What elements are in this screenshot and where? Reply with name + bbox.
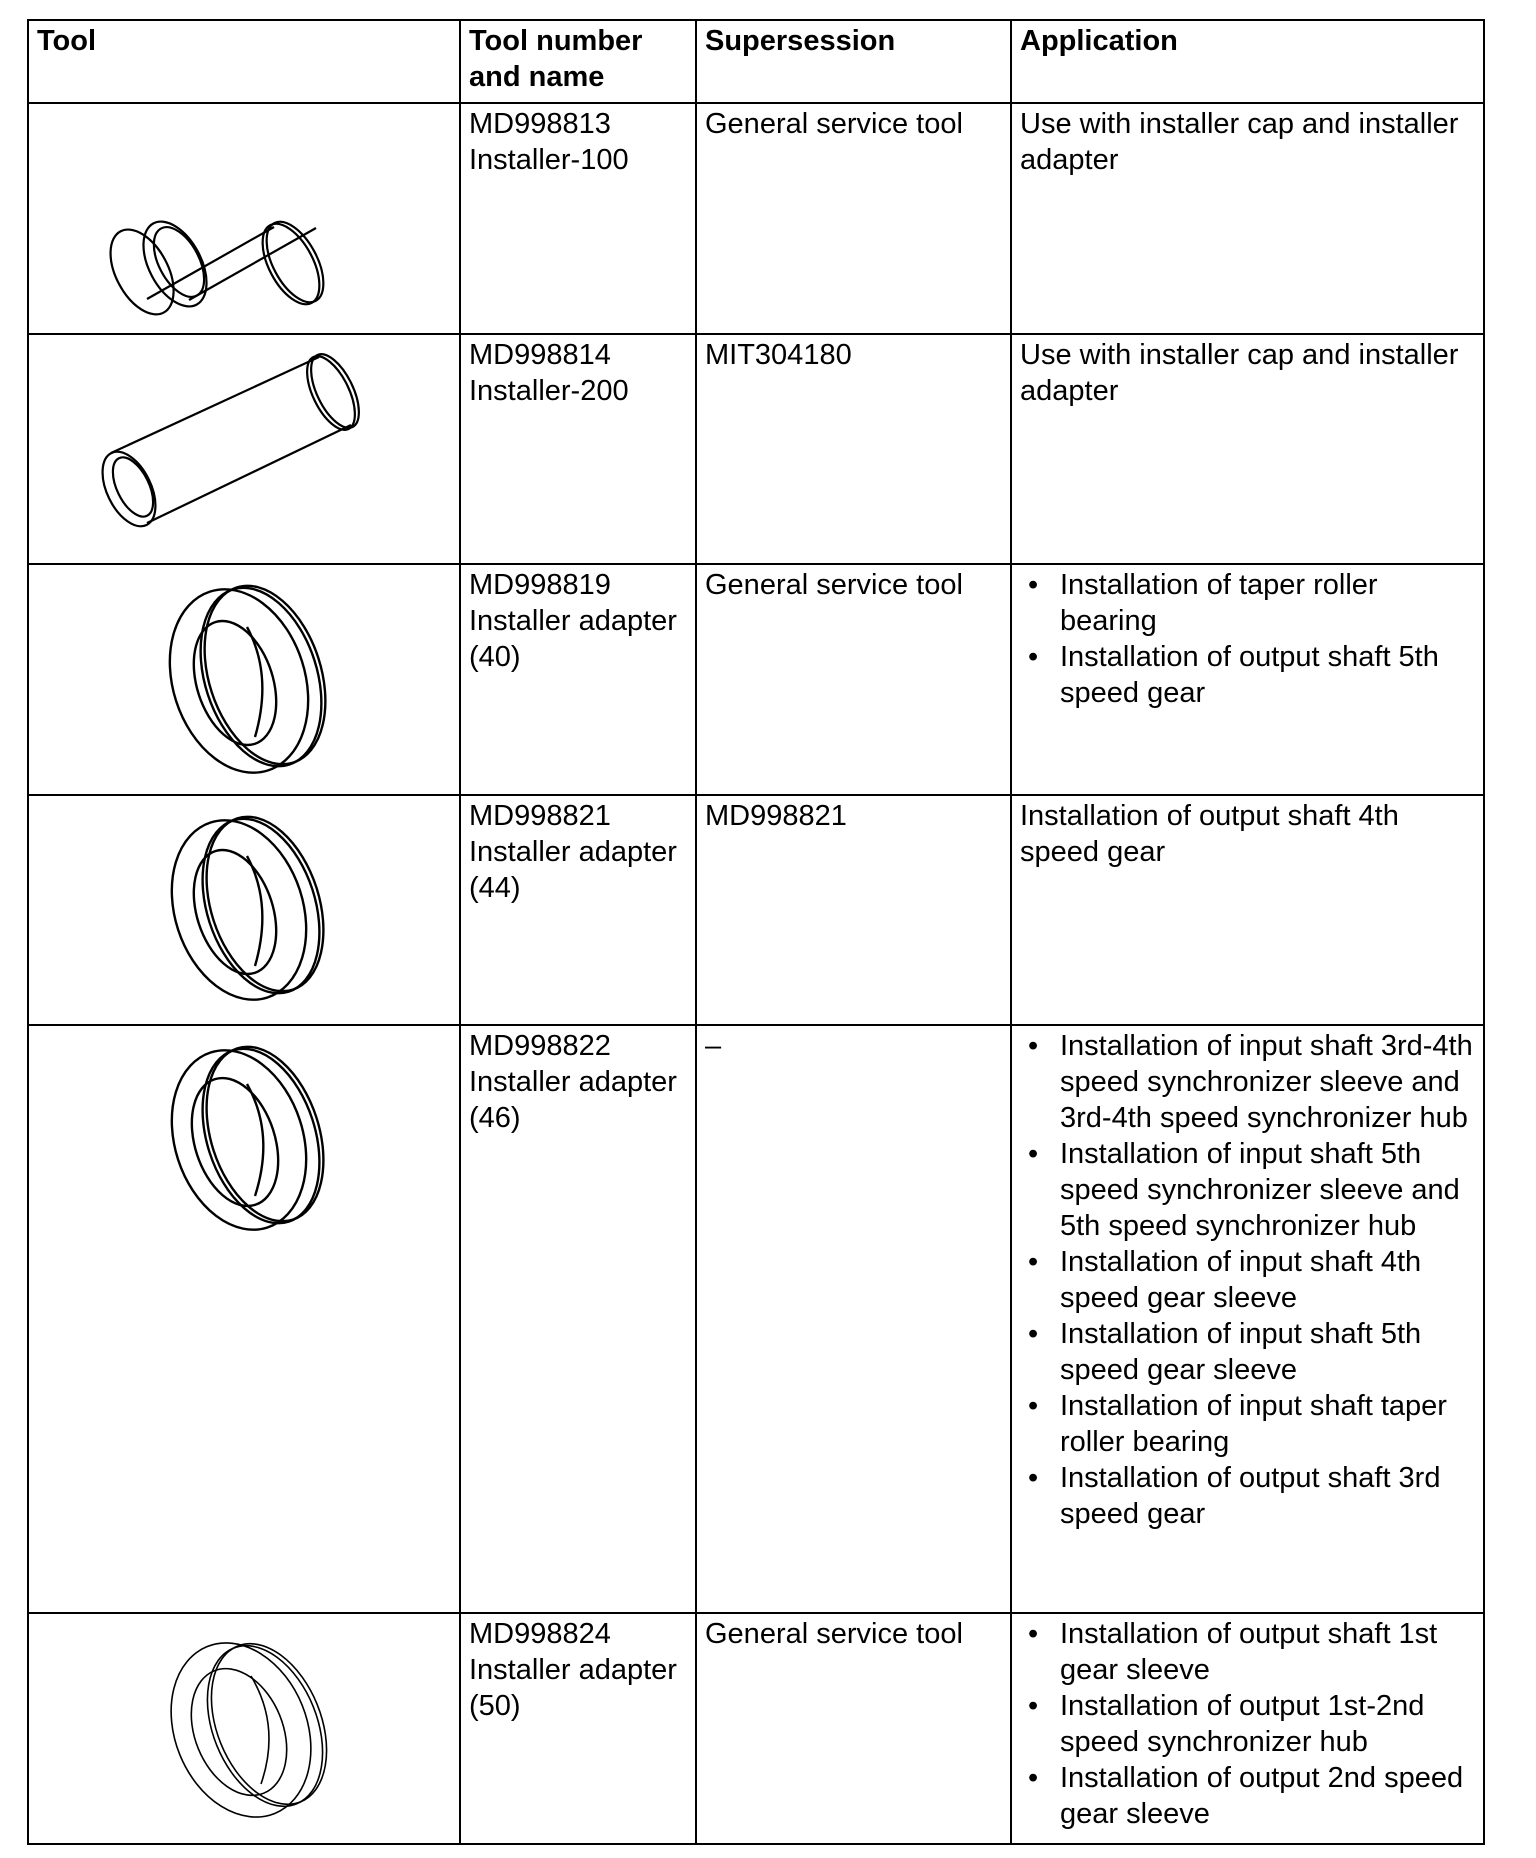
supersession-cell: MD998821 [696, 795, 1011, 1026]
tool-name: Installer adapter [469, 835, 677, 868]
table-row [28, 1025, 1484, 1613]
tool-name: Installer-200 [469, 374, 629, 407]
list-item: • Installation of input shaft 4th speed gear sleeve [1020, 1244, 1475, 1316]
table-row [28, 795, 1484, 1026]
tool-name: Installer-100 [469, 144, 629, 177]
installer-adapter-ring-icon [29, 796, 461, 1026]
application-list [1020, 567, 1475, 711]
tool-size: (46) [469, 1102, 521, 1135]
list-item: • Installation of output shaft 5th speed gear [1020, 639, 1475, 711]
tool-number: MD998822 [469, 1030, 611, 1063]
tool-number: MD998814 [469, 338, 611, 371]
tool-name: Installer adapter [469, 1654, 677, 1687]
tool-image-cell [28, 1613, 460, 1844]
header-application: Application [1011, 20, 1484, 103]
tool-number: MD998821 [469, 799, 611, 832]
list-item: • Installation of taper roller bearing [1020, 567, 1475, 639]
header-supersession: Supersession [696, 20, 1011, 103]
supersession-cell: MIT304180 [696, 334, 1011, 565]
installer-short-tube-icon [29, 104, 461, 334]
supersession-cell: General service tool [696, 564, 1011, 795]
list-item: • Installation of input shaft 3rd-4th speed synchronizer sleeve and 3rd-4th speed synchronizer hub [1020, 1028, 1475, 1136]
supersession-cell: – [696, 1025, 1011, 1613]
table-row [28, 1613, 1484, 1844]
application-cell: Use with installer cap and installer adapter [1011, 334, 1484, 565]
header-tool-number [460, 20, 696, 103]
application-cell [1011, 1025, 1484, 1613]
tool-number: MD998824 [469, 1618, 611, 1651]
list-item: • Installation of input shaft 5th speed gear sleeve [1020, 1316, 1475, 1388]
tool-number-cell [460, 334, 696, 565]
header-tool: Tool [28, 20, 460, 103]
tool-number: MD998813 [469, 108, 611, 141]
special-tools-table [27, 19, 1485, 1845]
supersession-cell: General service tool [696, 103, 1011, 334]
list-item: • Installation of output 2nd speed gear sleeve [1020, 1760, 1475, 1832]
tool-number: MD998819 [469, 569, 611, 602]
header-tool-number-line2: and name [469, 61, 605, 93]
application-cell: Use with installer cap and installer adapter [1011, 103, 1484, 334]
tool-size: (50) [469, 1690, 521, 1723]
application-list [1020, 1616, 1475, 1832]
header-row [28, 20, 1484, 103]
application-cell [1011, 564, 1484, 795]
list-item: • Installation of output shaft 3rd speed gear [1020, 1460, 1475, 1532]
list-item: • Installation of input shaft taper roller bearing [1020, 1388, 1475, 1460]
list-item: • Installation of output shaft 1st gear sleeve [1020, 1616, 1475, 1688]
header-tool-number-line1: Tool number [469, 25, 643, 57]
tool-size: (40) [469, 641, 521, 674]
list-item: • Installation of input shaft 5th speed synchronizer sleeve and 5th speed synchronizer hub [1020, 1136, 1475, 1244]
tool-name: Installer adapter [469, 1066, 677, 1099]
application-list [1020, 1028, 1475, 1532]
installer-adapter-ring-icon [29, 1026, 461, 1256]
application-cell [1011, 1613, 1484, 1844]
tool-number-cell [460, 564, 696, 795]
table-row [28, 103, 1484, 334]
tool-number-cell [460, 795, 696, 1026]
tool-number-cell [460, 1025, 696, 1613]
tool-number-cell [460, 1613, 696, 1844]
installer-adapter-ring-icon [29, 1614, 461, 1844]
tool-image-cell [28, 334, 460, 565]
installer-long-tube-icon [29, 335, 461, 565]
application-cell: Installation of output shaft 4th speed gear [1011, 795, 1484, 1026]
tool-image-cell [28, 564, 460, 795]
tool-number-cell [460, 103, 696, 334]
installer-adapter-ring-icon [29, 565, 461, 795]
supersession-cell: General service tool [696, 1613, 1011, 1844]
tool-image-cell [28, 1025, 460, 1613]
tool-image-cell [28, 103, 460, 334]
list-item: • Installation of output 1st-2nd speed synchronizer hub [1020, 1688, 1475, 1760]
table-row [28, 564, 1484, 795]
tool-name: Installer adapter [469, 605, 677, 638]
tool-image-cell [28, 795, 460, 1026]
table-row [28, 334, 1484, 565]
tool-size: (44) [469, 871, 521, 904]
